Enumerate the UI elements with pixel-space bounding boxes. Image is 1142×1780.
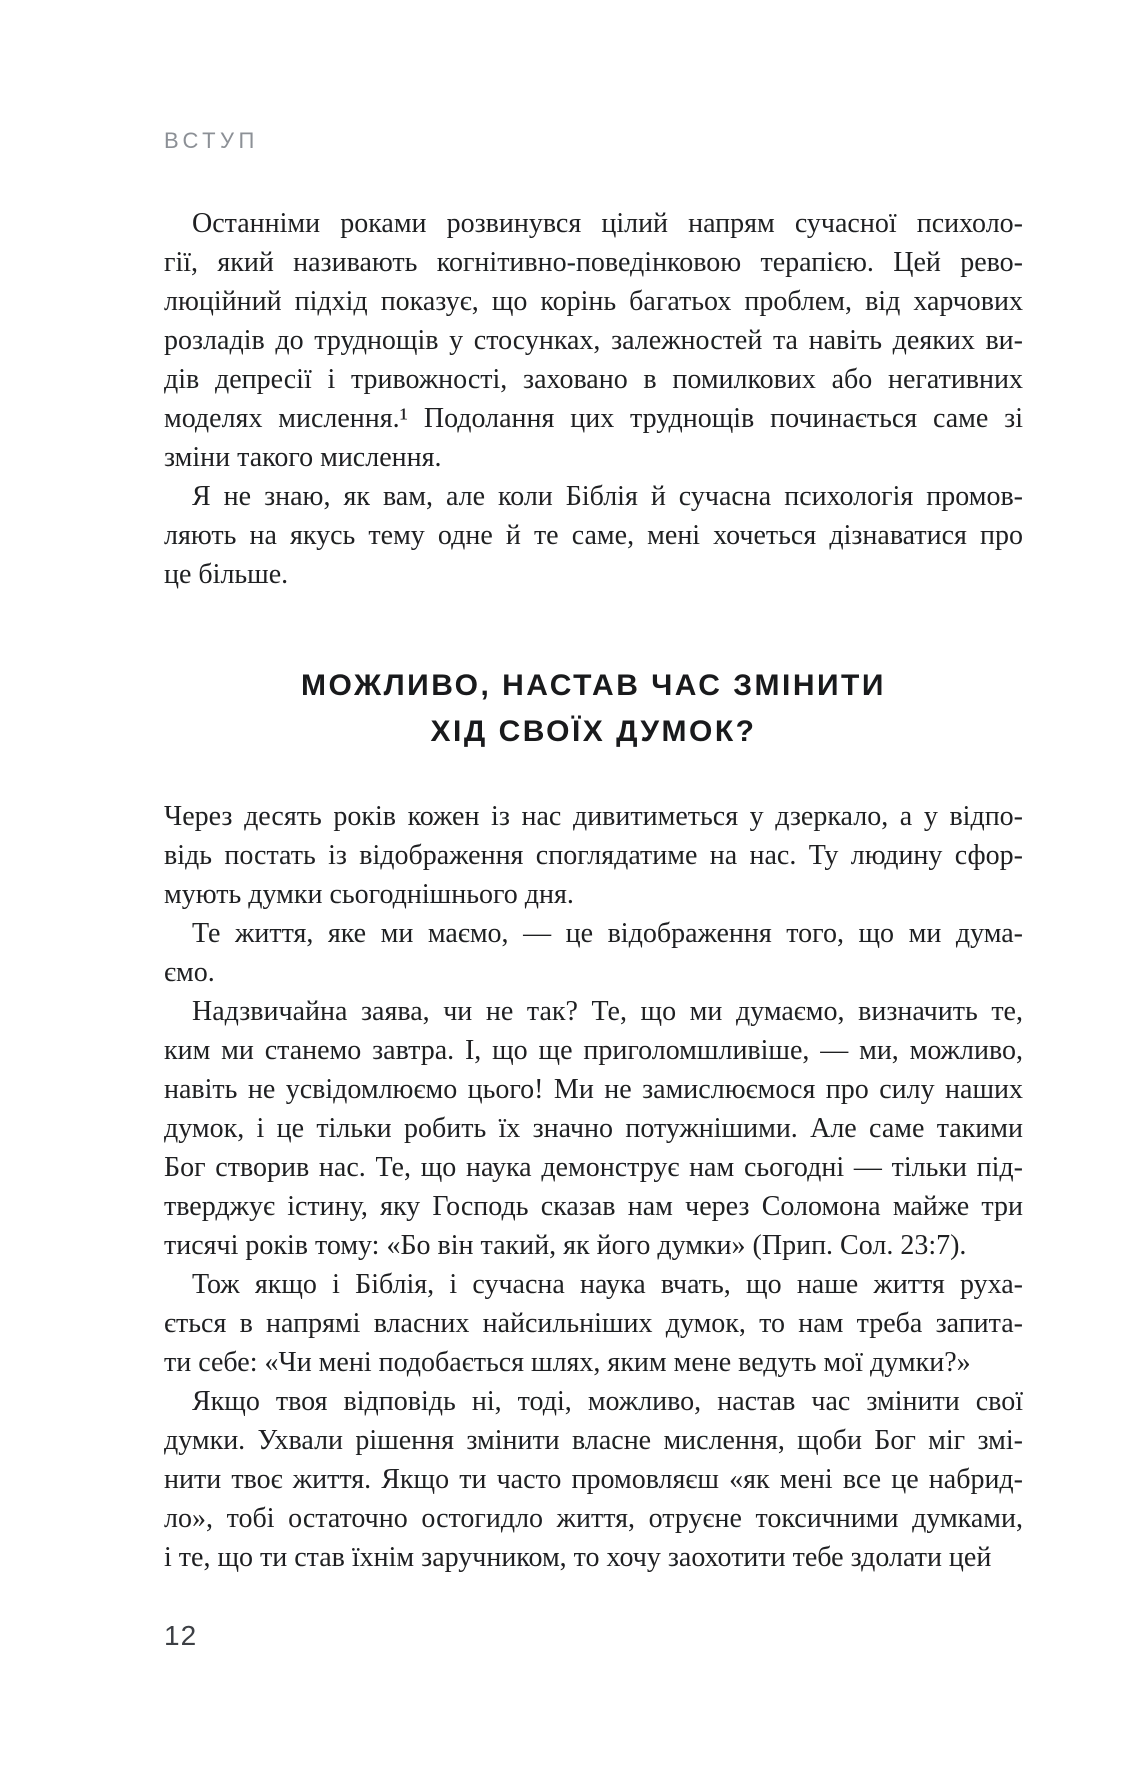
chapter-section (164, 797, 1023, 1577)
text-line: Через десять років кожен із нас дивитиметься у дзеркало, а у відпо- (164, 801, 1023, 832)
text-line: ємо. (164, 957, 215, 988)
text-line: ти себе: «Чи мені подобається шлях, яким мене ведуть мої думки?» (164, 1347, 971, 1378)
text-line: Те життя, яке ми маємо, — це відображення того, що ми дума- (192, 918, 1023, 949)
text-line: Тож якщо і Біблія, і сучасна наука вчать, що наше життя руха- (192, 1269, 1023, 1300)
text-line: зміни такого мислення. (164, 442, 442, 473)
text-line: ється в напрямі власних найсильніших думок, то нам треба запита- (164, 1308, 1023, 1339)
text-line: думки. Ухвали рішення змінити власне мислення, щоби Бог міг змі- (164, 1425, 1023, 1456)
text-line: відь постать із відображення споглядатиме на нас. Ту людину сфор- (164, 840, 1023, 871)
text-line: моделях мислення.¹ Подолання цих труднощів починається саме зі (164, 403, 1023, 434)
paragraph (164, 204, 1023, 477)
text-block (164, 204, 1023, 1577)
text-line: ким ми станемо завтра. І, що ще приголомшливіше, — ми, можливо, (164, 1035, 1023, 1066)
intro-section (164, 204, 1023, 594)
text-line: Надзвичайна заява, чи не так? Те, що ми думаємо, визначить те, (192, 996, 1023, 1027)
paragraph (164, 477, 1023, 594)
text-line: ляють на якусь тему одне й те саме, мені хочеться дізнаватися про (164, 520, 1023, 551)
text-line: навіть не усвідомлюємо цього! Ми не замислюємося про силу наших (164, 1074, 1023, 1105)
text-line: Останніми роками розвинувся цілий напрям сучасної психоло- (192, 208, 1023, 239)
page-number: 12 (164, 1620, 198, 1651)
running-head: ВСТУП (164, 128, 259, 153)
text-line: ло», тобі остаточно остогидло життя, отруєне токсичними думками, (164, 1503, 1023, 1534)
text-line: тверджує істину, яку Господь сказав нам через Соломона майже три (164, 1191, 1023, 1222)
text-line: люційний підхід показує, що корінь багатьох проблем, від харчових (164, 286, 1023, 317)
paragraph (164, 797, 1023, 914)
text-line: гії, який називають когнітивно-поведінковою терапією. Цей рево- (164, 247, 1023, 278)
paragraph (164, 1382, 1023, 1577)
text-line: і те, що ти став їхнім заручником, то хочу заохотити тебе здолати цей (164, 1542, 992, 1573)
section-heading-line-2: ХІД СВОЇХ ДУМОК? (430, 715, 757, 748)
text-line: Якщо твоя відповідь ні, тоді, можливо, настав час змінити свої (192, 1386, 1023, 1417)
section-heading (164, 663, 1023, 755)
text-line: нити твоє життя. Якщо ти часто промовляєш «як мені все це набрид- (164, 1464, 1023, 1495)
text-line: мують думки сьогоднішнього дня. (164, 879, 574, 910)
text-line: Я не знаю, як вам, але коли Біблія й сучасна психологія промов- (192, 481, 1023, 512)
text-line: розладів до труднощів у стосунках, залежностей та навіть деяких ви- (164, 325, 1023, 356)
paragraph (164, 914, 1023, 992)
paragraph (164, 1265, 1023, 1382)
text-line: думок, і це тільки робить їх значно потужнішими. Але саме такими (164, 1113, 1023, 1144)
text-line: дів депресії і тривожності, заховано в помилкових або негативних (164, 364, 1023, 395)
paragraph (164, 992, 1023, 1265)
text-line: тисячі років тому: «Бо він такий, як його думки» (Прип. Сол. 23:7). (164, 1230, 967, 1261)
text-line: Бог створив нас. Те, що наука демонструє нам сьогодні — тільки під- (164, 1152, 1023, 1183)
section-heading-line-1: МОЖЛИВО, НАСТАВ ЧАС ЗМІНИТИ (301, 669, 886, 702)
text-line: це більше. (164, 559, 289, 590)
